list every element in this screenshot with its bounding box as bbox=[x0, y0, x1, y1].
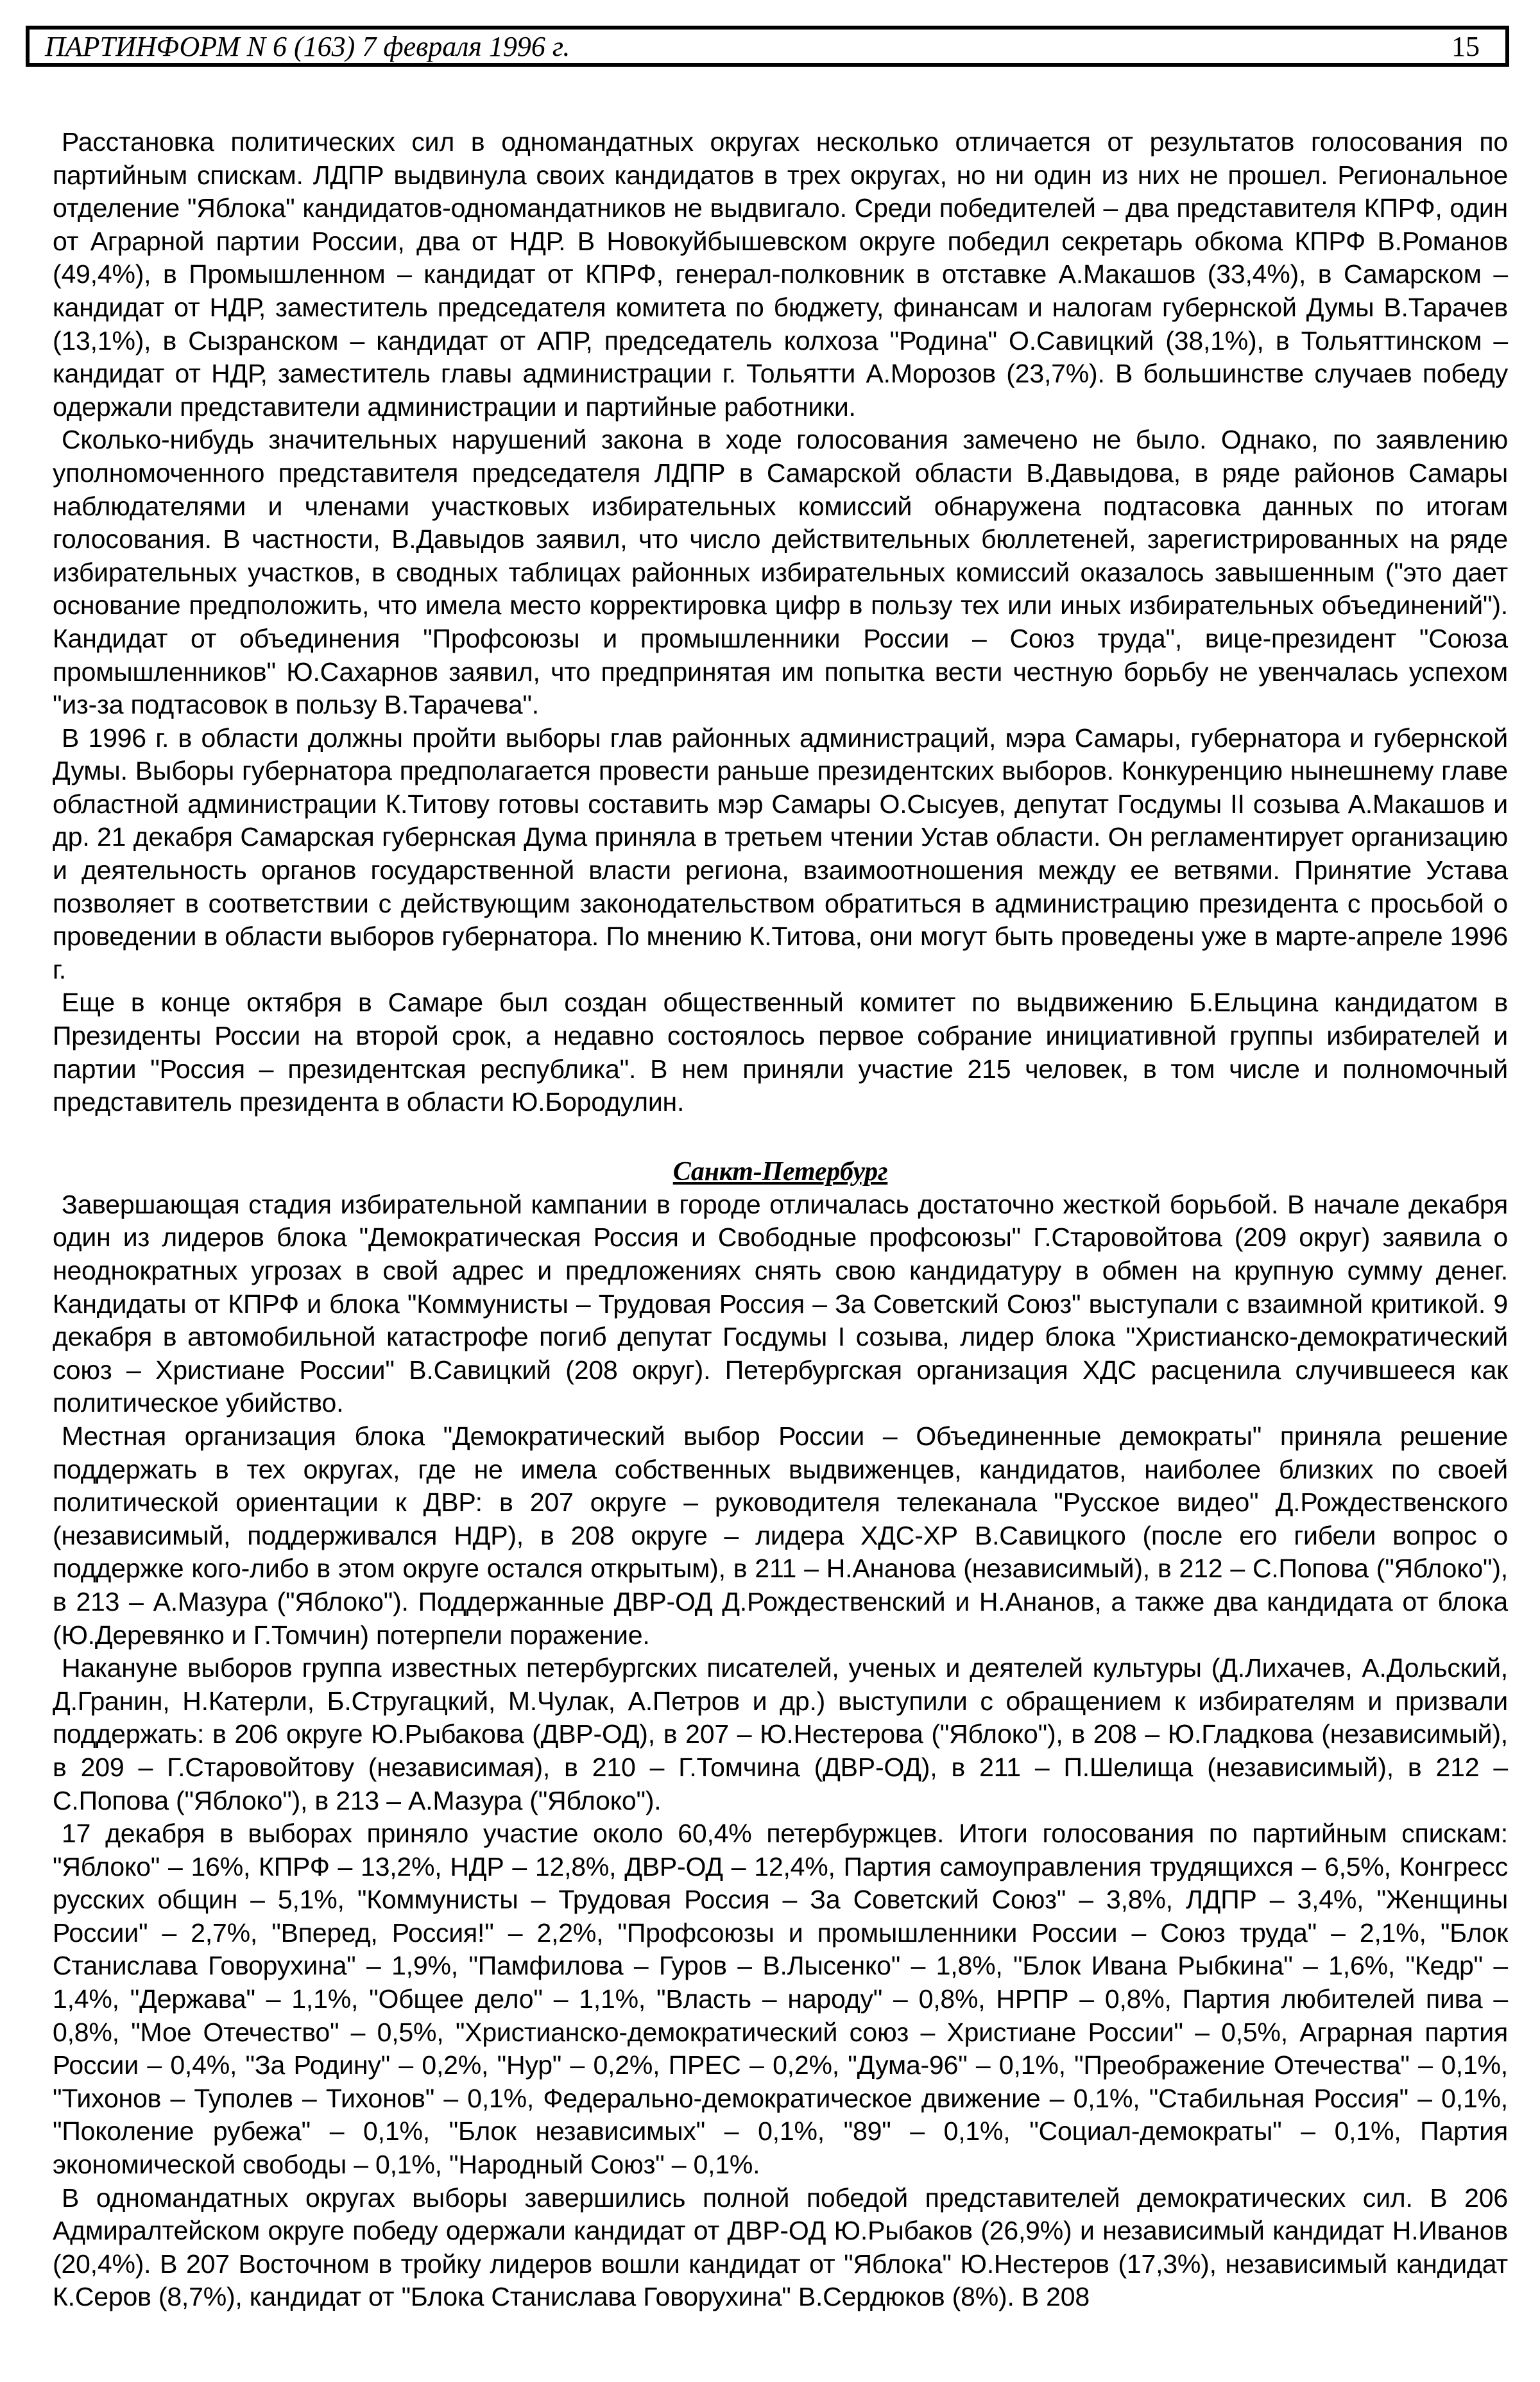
paragraph: 17 декабря в выборах приняло участие около 60,4% петербуржцев. Итоги голосования по партийным спискам: "Яблоко" – 16%, КПРФ – 13,2%, НДР – 12,8%, ДВР-ОД – 12,4%, Партия самоуправления трудящихся – 6,5%, Конгресс русских общин – 5,1%, "Коммунисты – Трудовая Россия – За Советский Союз" – 3,8%, ЛДПР – 3,4%, "Женщины России" – 2,7%, "Вперед, Россия!" – 2,2%, "Профсоюзы и промышленники России – Союз труда" – 2,1%, "Блок Станислава Говорухина" – 1,9%, "Памфилова – Гуров – В.Лысенко" – 1,8%, "Блок Ивана Рыбкина" – 1,6%, "Кедр" – 1,4%, "Держава" – 1,1%, "Общее дело" – 1,1%, "Власть – народу" – 0,8%, НРПР – 0,8%, Партия любителей пива – 0,8%, "Мое Отечество" – 0,5%, "Христианско-демократический союз – Христиане России" – 0,5%, Аграрная партия России – 0,4%, "За Родину" – 0,2%, "Нур" – 0,2%, ПРЕС – 0,2%, "Дума-96" – 0,1%, "Преображение Отечества" – 0,1%, "Тихонов – Туполев – Тихонов" – 0,1%, Федерально-демократическое движение – 0,1%, "Стабильная Россия" – 0,1%, "Поколение рубежа" – 0,1%, "Блок независимых" – 0,1%, "89" – 0,1%, "Социал-демократы" – 0,1%, Партия экономической свободы – 0,1%, "Народный Союз" – 0,1%. bbox=[53, 1819, 1508, 2180]
paragraph: Еще в конце октября в Самаре был создан общественный комитет по выдвижению Б.Ельцина кандидатом в Президенты России на второй срок, а недавно состоялось первое собрание инициативной группы избирателей и партии "Россия – президентская республика". В нем приняли участие 215 человек, в том числе и полномочный представитель президента в области Ю.Бородулин. bbox=[53, 988, 1508, 1117]
paragraph: Завершающая стадия избирательной кампании в городе отличалась достаточно жесткой борьбой. В начале декабря один из лидеров блока "Демократическая Россия и Свободные профсоюзы" Г.Старовойтова (209 округ) заявила о неоднократных угрозах в свой адрес и предложениях снять свою кандидатуру в обмен на крупную сумму денег. Кандидаты от КПРФ и блока "Коммунисты – Трудовая Россия – За Советский Союз" выступали с взаимной критикой. 9 декабря в автомобильной катастрофе погиб депутат Госдумы I созыва, лидер блока "Христианско-демократический союз – Христиане России" В.Савицкий (208 округ). Петербургская организация ХДС расценила случившееся как политическое убийство. bbox=[53, 1189, 1508, 1418]
paragraph: В одномандатных округах выборы завершились полной победой представителей демократических сил. В 206 Адмиралтейском округе победу одержали кандидат от ДВР-ОД Ю.Рыбаков (26,9%) и независимый кандидат Н.Иванов (20,4%). В 207 Восточном в тройку лидеров вошли кандидат от "Яблока" Ю.Нестеров (17,3%), независимый кандидат К.Серов (8,7%), кандидат от "Блока Станислава Говорухина" В.Сердюков (8%). В 208 bbox=[53, 2182, 1508, 2312]
page-number: 15 bbox=[1451, 30, 1480, 62]
article-body bbox=[53, 126, 1508, 2314]
publication-title: ПАРТИНФОРМ N 6 (163) 7 февраля 1996 г. bbox=[45, 30, 570, 62]
section-heading: Санкт-Петербург bbox=[672, 1156, 888, 1187]
page-header bbox=[26, 26, 1509, 67]
paragraph: Сколько-нибудь значительных нарушений закона в ходе голосования замечено не было. Однако, по заявлению уполномоченного представителя председателя ЛДПР в Самарской области В.Давыдова, в ряде районов Самары наблюдателями и членами участковых избирательных комиссий обнаружена подтасовка данных по итогам голосования. В частности, В.Давыдов заявил, что число действительных бюллетеней, зарегистрированных на ряде избирательных участков, в сводных таблицах районных избирательных комиссий оказалось завышенным ("это дает основание предположить, что имела место корректировка цифр в пользу тех или иных избирательных объединений"). Кандидат от объединения "Профсоюзы и промышленники России – Союз труда", вице-президент "Союза промышленников" Ю.Сахарнов заявил, что предпринятая им попытка вести честную борьбу не увенчалась успехом "из-за подтасовок в пользу В.Тарачева". bbox=[53, 425, 1508, 720]
paragraph: Накануне выборов группа известных петербургских писателей, ученых и деятелей культуры (Д.Лихачев, А.Дольский, Д.Гранин, Н.Катерли, Б.Стругацкий, М.Чулак, А.Петров и др.) выступили с обращением к избирателям и призвали поддержать: в 206 округе Ю.Рыбакова (ДВР-ОД), в 207 – Ю.Нестерова ("Яблоко"), в 208 – Ю.Гладкова (независимый), в 209 – Г.Старовойтову (независимая), в 210 – Г.Томчина (ДВР-ОД), в 211 – П.Шелища (независимый), в 212 – С.Попова ("Яблоко"), в 213 – А.Мазура ("Яблоко"). bbox=[53, 1653, 1508, 1815]
paragraph: В 1996 г. в области должны пройти выборы глав районных администраций, мэра Самары, губернатора и губернской Думы. Выборы губернатора предполагается провести раньше президентских выборов. Конкуренцию нынешнему главе областной администрации К.Титову готовы составить мэр Самары О.Сысуев, депутат Госдумы II созыва А.Макашов и др. 21 декабря Самарская губернская Дума приняла в третьем чтении Устав области. Он регламентирует организацию и деятельность органов государственной власти региона, взаимоотношения между ее ветвями. Принятие Устава позволяет в соответствии с действующим законодательством обратиться в администрацию президента с просьбой о проведении в области выборов губернатора. По мнению К.Титова, они могут быть проведены уже в марте-апреле 1996 г. bbox=[53, 723, 1508, 984]
paragraph: Местная организация блока "Демократический выбор России – Объединенные демократы" приняла решение поддержать в тех округах, где не имела собственных выдвиженцев, кандидатов, наиболее близких по своей политической ориентации к ДВР: в 207 округе – руководителя телеканала "Русское видео" Д.Рождественского (независимый, поддерживался НДР), в 208 округе – лидера ХДС-ХР В.Савицкого (после его гибели вопрос о поддержке кого-либо в этом округе остался открытым), в 211 – Н.Ананова (независимый), в 212 – С.Попова ("Яблоко"), в 213 – А.Мазура ("Яблоко"). Поддержанные ДВР-ОД Д.Рождественский и Н.Ананов, а также два кандидата от блока (Ю.Деревянко и Г.Томчин) потерпели поражение. bbox=[53, 1421, 1508, 1650]
paragraph: Расстановка политических сил в одномандатных округах несколько отличается от результатов голосования по партийным спискам. ЛДПР выдвинула своих кандидатов в трех округах, но ни один из них не прошел. Региональное отделение "Яблока" кандидатов-одномандатников не выдвигало. Среди победителей – два представителя КПРФ, один от Аграрной партии России, два от НДР. В Новокуйбышевском округе победил секретарь обкома КПРФ В.Романов (49,4%), в Промышленном – кандидат от КПРФ, генерал-полковник в отставке А.Макашов (33,4%), в Самарском – кандидат от НДР, заместитель председателя комитета по бюджету, финансам и налогам губернской Думы В.Тарачев (13,1%), в Сызранском – кандидат от АПР, председатель колхоза "Родина" О.Савицкий (38,1%), в Тольяттинском – кандидат от НДР, заместитель главы администрации г. Тольятти А.Морозов (23,7%). В большинстве случаев победу одержали представители администрации и партийные работники. bbox=[53, 127, 1508, 422]
